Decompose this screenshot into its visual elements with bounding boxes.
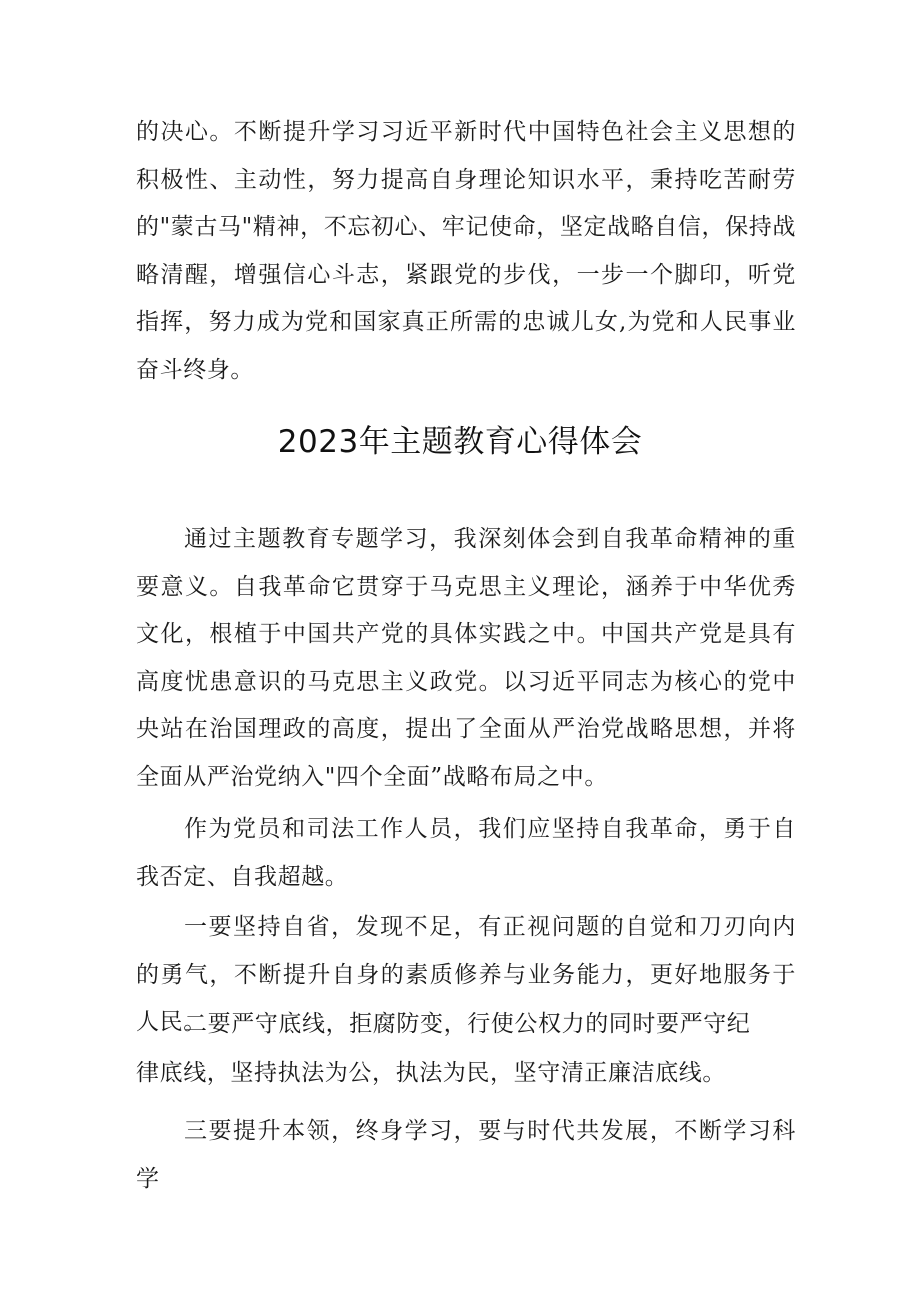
body-paragraph-3: 一要坚持自省，发现不足，有正视问题的自觉和刀刃向内的勇气，不断提升自身的素质修养与业务能力，更好地服务于人民。 xyxy=(136,914,796,1035)
document-title: 2023年主题教育心得体会 xyxy=(277,424,643,460)
body-paragraph-2: 作为党员和司法工作人员，我们应坚持自我革命，勇于自我否定、自我超越。 xyxy=(136,816,796,890)
body-paragraph-4: 二要严守底线，拒腐防变，行使公权力的同时要严守纪 xyxy=(184,1011,751,1037)
body-paragraph-4-continued: 律底线，坚持执法为公，执法为民，坚守清正廉洁底线。 xyxy=(136,1060,726,1086)
intro-paragraph: 的决心。不断提升学习习近平新时代中国特色社会主义思想的积极性、主动性，努力提高自身理论知识水平，秉持吃苦耐劳的"蒙古马"精神，不忘初心、牢记使命，坚定战略自信，保持战略清醒，增强信心斗志，紧跟党的步伐，一步一个脚印，听党指挥，努力成为党和国家真正所需的忠诚儿女,为党和人民事业奋斗终身。 xyxy=(136,119,796,383)
body-paragraph-1: 通过主题教育专题学习，我深刻体会到自我革命精神的重要意义。自我革命它贯穿于马克思主义理论，涵养于中华优秀文化，根植于中国共产党的具体实践之中。中国共产党是具有高度忧患意识的马克思主义政党。以习近平同志为核心的党中央站在治国理政的高度，提出了全面从严治党战略思想，并将全面从严治党纳入"四个全面”战略布局之中。 xyxy=(136,526,796,790)
body-paragraph-5: 三要提升本领，终身学习，要与时代共发展，不断学习科学 xyxy=(136,1118,796,1192)
